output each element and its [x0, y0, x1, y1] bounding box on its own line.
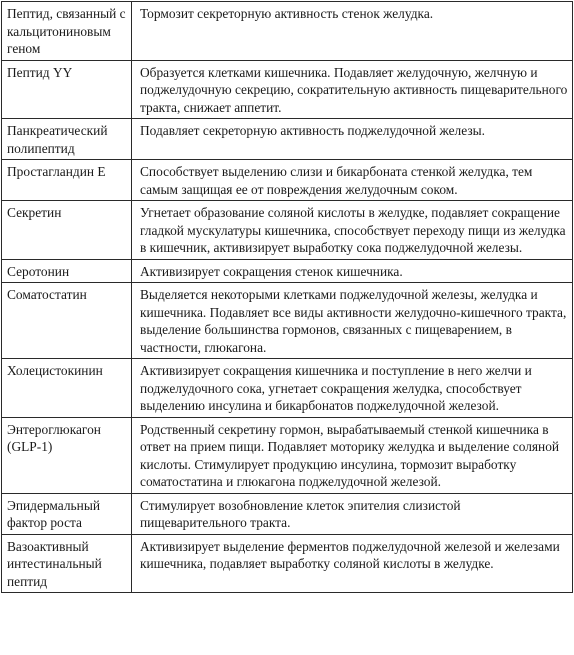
hormone-name: Простагландин E: [2, 160, 132, 201]
hormone-description: Активизирует сокращения кишечника и поступление в него желчи и поджелудочного сока, угнетает сокращения желудка, способствует выделению инсулина и бикарбонатов поджелудочной железой.: [132, 359, 573, 418]
hormone-description: Угнетает образование соляной кислоты в желудке, подавляет сокращение гладкой мускулатуры кишечника, способствует переходу пищи из желудка в кишечник, активизирует выработку сока поджелудочной железы.: [132, 201, 573, 260]
hormone-description: Стимулирует возобновление клеток эпителия слизистой пищеварительного тракта.: [132, 493, 573, 534]
table-row: [2, 259, 573, 283]
hormone-description: Образуется клетками кишечника. Подавляет желудочную, желчную и поджелудочную секрецию, сократительную активность пищеварительного тракта, снижает аппетит.: [132, 60, 573, 119]
table-row: [2, 160, 573, 201]
hormone-description: Активизирует выделение ферментов поджелудочной железой и железами кишечника, подавляет выработку соляной кислоты в желудке.: [132, 534, 573, 593]
hormone-name: Энтероглюкагон (GLP-1): [2, 417, 132, 493]
hormone-description: Подавляет секреторную активность поджелудочной железы.: [132, 119, 573, 160]
table-row: [2, 534, 573, 593]
table-row: [2, 359, 573, 418]
hormone-name: Вазоактивный интестинальный пептид: [2, 534, 132, 593]
hormone-name: Серотонин: [2, 259, 132, 283]
hormone-name: Холецистокинин: [2, 359, 132, 418]
table-row: [2, 2, 573, 61]
hormone-name: Соматостатин: [2, 283, 132, 359]
table-row: [2, 417, 573, 493]
hormone-description: Выделяется некоторыми клетками поджелудочной железы, желудка и кишечника. Подавляет все виды активности желудочно-кишечного тракта, выделение большинства гормонов, связанных с пищеварением, в частности, глюкагона.: [132, 283, 573, 359]
hormone-description: Тормозит секреторную активность стенок желудка.: [132, 2, 573, 61]
hormone-table: [1, 1, 573, 593]
hormone-name: Пептид, связанный с кальцитониновым геном: [2, 2, 132, 61]
hormone-name: Пептид YY: [2, 60, 132, 119]
hormone-name: Эпидермальный фактор роста: [2, 493, 132, 534]
hormone-name: Панкреатический полипептид: [2, 119, 132, 160]
table-row: [2, 60, 573, 119]
table-row: [2, 201, 573, 260]
hormone-description: Родственный секретину гормон, вырабатываемый стенкой кишечника в ответ на прием пищи. Подавляет моторику желудка и выделение соляной кислоты. Стимулирует продукцию инсулина, тормозит выработку соматостатина и глюкагона поджелудочной железой.: [132, 417, 573, 493]
table-row: [2, 493, 573, 534]
hormone-description: Способствует выделению слизи и бикарбоната стенкой желудка, тем самым защищая ее от повреждения желудочным соком.: [132, 160, 573, 201]
table-row: [2, 119, 573, 160]
table-row: [2, 283, 573, 359]
hormone-name: Секретин: [2, 201, 132, 260]
hormone-description: Активизирует сокращения стенок кишечника.: [132, 259, 573, 283]
